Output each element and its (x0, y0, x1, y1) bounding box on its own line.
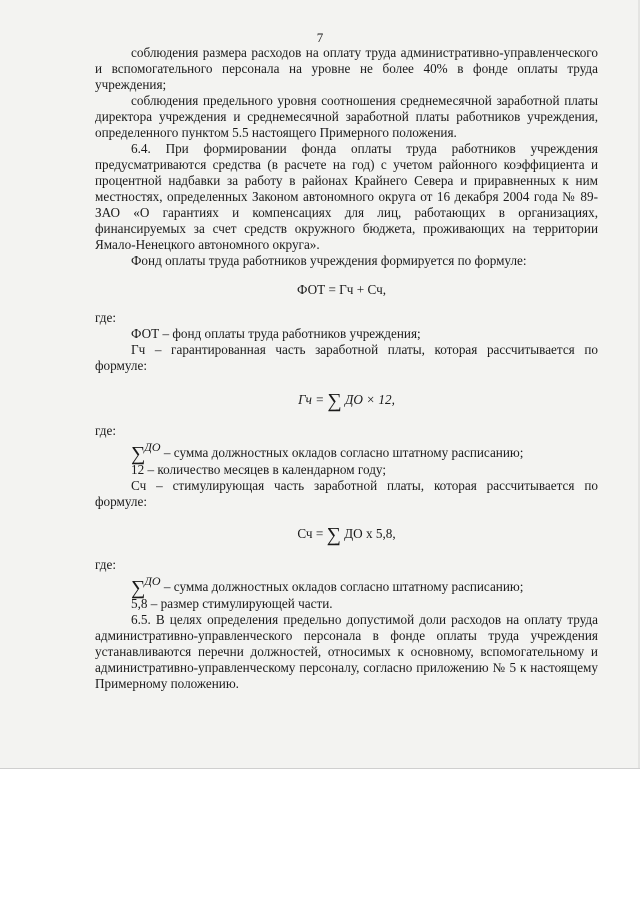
paragraph-salary-ratio: соблюдения предельного уровня соотношения среднемесячной заработной платы директора учреждения и среднемесячной заработной платы работников учреждения, определенного пунктом 5.5 настоящего Примерного положения. (95, 93, 598, 140)
formula-gch-right: ДО × 12, (344, 392, 395, 407)
where-label-2: где: (95, 423, 116, 438)
formula-sch-right: ДО х 5,8, (344, 526, 396, 541)
definition-gch: Гч – гарантированная часть заработной платы, которая рассчитывается по формуле: (95, 342, 598, 373)
paragraph-admin-share: соблюдения размера расходов на оплату труда административно-управленческого и вспомогательного персонала на уровне не более 40% в фонде оплаты труда учреждения; (95, 45, 598, 92)
definition-sum-do-text: – сумма должностных окладов согласно штатному расписанию; (163, 579, 524, 594)
sum-symbol: ∑ (131, 443, 146, 465)
where-label-3: где: (95, 557, 116, 572)
formula-sch-left: Сч = (297, 526, 324, 541)
sum-symbol: ∑ (327, 390, 342, 412)
formula-gch (95, 374, 598, 423)
definition-sch: Сч – стимулирующая часть заработной платы, которая рассчитывается по формуле: (95, 478, 598, 509)
definition-sum-do-2 (95, 573, 598, 599)
formula-sch (95, 510, 598, 557)
sum-symbol: ∑ (326, 524, 341, 546)
definition-sum-do-1 (95, 439, 598, 465)
formula-gch-left: Гч = (298, 392, 325, 407)
definition-fot: ФОТ – фонд оплаты труда работников учреждения; (131, 326, 421, 341)
definition-sum-do-text: – сумма должностных окладов согласно штатному расписанию; (163, 445, 524, 460)
paragraph-6-5: 6.5. В целях определения предельно допустимой доли расходов на оплату труда административно-управленческого персонала в фонде оплаты труда учреждения устанавливаются перечни должностей, относимых к основному, вспомогательному и административно-управленческому персоналу, согласно приложению № 5 к настоящему Примерному положению. (95, 612, 598, 691)
page-number: 7 (316, 30, 324, 45)
where-label-1: где: (95, 310, 116, 325)
definition-12-months: 12 – количество месяцев в календарном году; (131, 462, 386, 477)
do-label: ДО (144, 440, 161, 454)
do-label: ДО (144, 574, 161, 588)
formula-fot: ФОТ = Гч + Сч, (296, 282, 387, 297)
sum-symbol: ∑ (131, 577, 146, 599)
definition-5-8: 5,8 – размер стимулирующей части. (131, 596, 333, 611)
document-body (95, 45, 598, 692)
paragraph-fund-formula-intro: Фонд оплаты труда работников учреждения формируется по формуле: (131, 253, 527, 268)
paragraph-6-4: 6.4. При формировании фонда оплаты труда работников учреждения предусматриваются средства (в расчете на год) с учетом районного коэффициента и процентной надбавки за работу в районах Крайнего Севера и приравненных к ним местностях, определенных Законом автономного округа от 16 декабря 2004 года № 89-ЗАО «О гарантиях и компенсациях для лиц, работающих в организациях, финансируемых за счет средств окружного бюджета, проживающих на территории Ямало-Ненецкого автономного округа». (95, 141, 598, 252)
